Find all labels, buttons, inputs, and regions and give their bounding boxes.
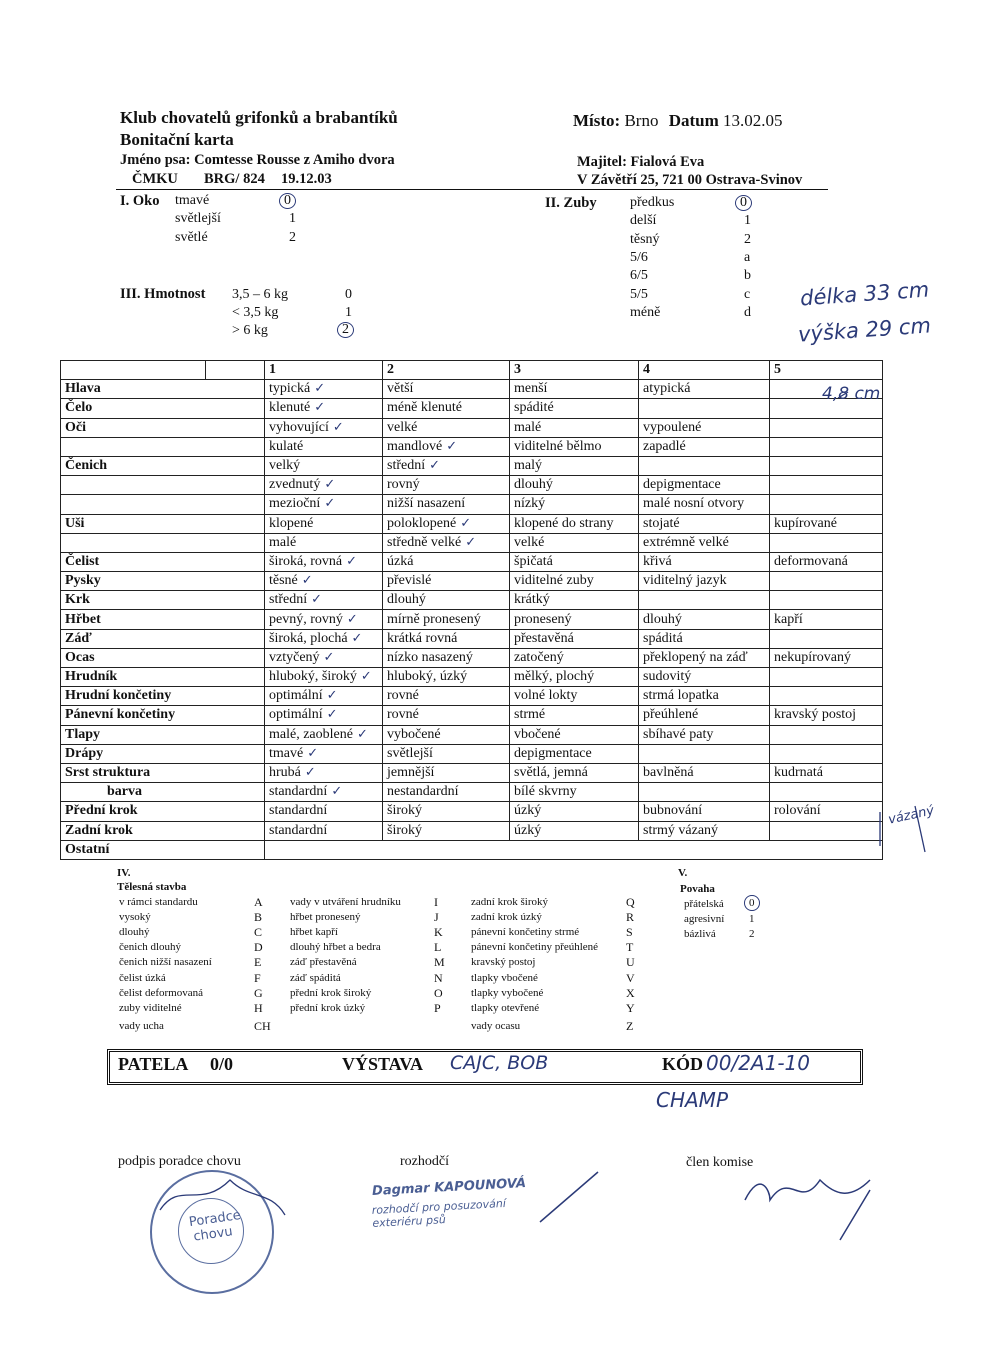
row-label: Drápy bbox=[61, 744, 265, 763]
teeth-title: II. Zuby bbox=[545, 195, 597, 211]
cell-text: vypoulené bbox=[643, 419, 702, 435]
defect-label: pánevní končetiny přeúhlené bbox=[471, 941, 599, 954]
club-stamp-text: Poradce chovu bbox=[188, 1207, 242, 1245]
signature-label-breeding-advisor: podpis poradce chovu bbox=[118, 1154, 241, 1169]
check-mark: ✓ bbox=[314, 400, 326, 416]
cell-text: deformovaná bbox=[774, 553, 848, 569]
handwritten-length: délka 33 cm bbox=[799, 277, 930, 311]
cell-text: světlá, jemná bbox=[514, 765, 588, 781]
cell-text: extrémně velké bbox=[643, 534, 729, 550]
defect-code: X bbox=[626, 985, 635, 1000]
temperament-value: 1 bbox=[749, 913, 755, 925]
defect-label: zadní krok úzký bbox=[471, 911, 542, 924]
defect-label: čelist úzká bbox=[119, 971, 166, 984]
row-label: Tlapy bbox=[61, 725, 265, 744]
defect-label: tlapky vbočené bbox=[471, 971, 538, 984]
cell-text: špičatá bbox=[514, 553, 553, 569]
signature-label-committee: člen komise bbox=[686, 1155, 754, 1170]
cell-text: rovné bbox=[387, 707, 419, 723]
row-label: Hrudník bbox=[61, 668, 265, 687]
cell-text: standardní bbox=[269, 803, 328, 819]
row-label: Čenich bbox=[61, 456, 265, 475]
defect-code: E bbox=[254, 955, 262, 970]
check-mark: ✓ bbox=[351, 630, 363, 646]
defect-label: vady ucha bbox=[119, 1019, 164, 1032]
temperament-label: přátelská bbox=[684, 898, 724, 910]
cell-text: sudovitý bbox=[643, 669, 692, 685]
defect-label: dlouhý hřbet a bedra bbox=[290, 941, 381, 954]
cell-text: úzká bbox=[387, 553, 414, 569]
cell-text: klopené bbox=[269, 515, 314, 531]
cell-text: nekupírovaný bbox=[774, 649, 851, 665]
eye-option-label: světlé bbox=[175, 230, 208, 245]
row-label: Krk bbox=[61, 591, 265, 610]
cell-text: malý bbox=[514, 458, 542, 474]
cell-text: vztyčený bbox=[269, 649, 320, 665]
code-extra: CHAMP bbox=[656, 1088, 729, 1112]
check-mark: ✓ bbox=[465, 534, 477, 550]
defect-code: J bbox=[434, 910, 439, 925]
exhibition-label: VÝSTAVA bbox=[342, 1054, 424, 1074]
column-number: 4 bbox=[639, 361, 770, 380]
defect-label: pánevní končetiny strmé bbox=[471, 926, 580, 939]
cell-text: středně velké bbox=[387, 534, 462, 550]
cell-text: zatočený bbox=[514, 649, 564, 665]
defect-label: záď přestavěná bbox=[290, 956, 357, 969]
weight-option-label: > 6 kg bbox=[232, 323, 268, 338]
row-label: Hřbet bbox=[61, 610, 265, 629]
cell-text: krátký bbox=[514, 592, 550, 608]
cell-text: mandlové bbox=[387, 438, 443, 454]
defect-code: A bbox=[254, 895, 263, 909]
cell-text: kudrnatá bbox=[774, 765, 823, 781]
cell-text: optimální bbox=[269, 707, 323, 723]
cell-text: zvednutý bbox=[269, 477, 321, 493]
cell-text: úzký bbox=[514, 822, 542, 838]
cell-text: přestavěná bbox=[514, 630, 574, 646]
cell-text: rolování bbox=[774, 803, 821, 819]
cell-text: velké bbox=[387, 419, 418, 435]
check-mark: ✓ bbox=[323, 649, 335, 665]
check-mark: ✓ bbox=[346, 553, 357, 569]
section4-subtitle: Tělesná stavba bbox=[117, 881, 187, 893]
row-label: Pysky bbox=[61, 572, 265, 591]
defect-label: čenich dlouhý bbox=[119, 941, 182, 954]
cell-text: vyhovující bbox=[269, 419, 329, 435]
cell-text: strmý vázaný bbox=[643, 822, 719, 838]
eye-option-label: světlejší bbox=[175, 211, 221, 226]
cell-text: velké bbox=[514, 534, 545, 550]
cell-text: kapří bbox=[774, 611, 803, 627]
check-mark: ✓ bbox=[324, 496, 336, 512]
handwritten-head-note: 4,8 cm bbox=[822, 384, 881, 404]
cell-text: malé bbox=[269, 534, 297, 550]
code-label: KÓD bbox=[662, 1054, 704, 1074]
cell-text: mezioční bbox=[269, 496, 321, 512]
defect-code: C bbox=[254, 925, 263, 940]
defect-label: tlapky vybočené bbox=[471, 986, 544, 999]
head-note-stroke bbox=[838, 392, 848, 398]
cell-text: standardní bbox=[269, 822, 328, 838]
temperament-label: bázlivá bbox=[684, 928, 716, 940]
row-label: Přední krok bbox=[61, 802, 265, 821]
card-title: Bonitační karta bbox=[120, 130, 234, 149]
gait-note-bracket bbox=[880, 806, 925, 852]
cell-text: velký bbox=[269, 458, 301, 474]
circled-value: 0 bbox=[735, 195, 752, 211]
cell-text: pronesený bbox=[514, 611, 572, 627]
patella-value: 0/0 bbox=[210, 1054, 234, 1074]
cell-text: bavlněná bbox=[643, 765, 694, 781]
cell-text: dlouhý bbox=[643, 611, 682, 627]
judge-stamp-role: rozhodčí pro posuzování exteriéru psů bbox=[371, 1196, 507, 1230]
teeth-option-value: d bbox=[744, 304, 751, 320]
defect-code: G bbox=[254, 985, 263, 1000]
cell-text: strmá lopatka bbox=[643, 688, 719, 704]
cell-text: tmavé bbox=[269, 745, 304, 761]
cell-text: klopené do strany bbox=[514, 515, 614, 531]
row-label: barva bbox=[61, 783, 265, 802]
teeth-option-value: 2 bbox=[744, 231, 751, 247]
teeth-option-value: a bbox=[744, 249, 751, 265]
cell-text: spáditá bbox=[643, 630, 683, 646]
cell-text: optimální bbox=[269, 688, 323, 704]
cell-text: přeúhlené bbox=[643, 707, 699, 723]
cell-text: rovné bbox=[387, 688, 419, 704]
column-number: 3 bbox=[510, 361, 639, 380]
eye-option-label: tmavé bbox=[175, 193, 210, 208]
defect-code: T bbox=[626, 940, 634, 955]
cell-text: úzký bbox=[514, 803, 542, 819]
row-label: Hlava bbox=[61, 380, 265, 399]
teeth-option-value: b bbox=[744, 268, 751, 284]
eye-title: I. Oko bbox=[120, 193, 160, 209]
check-mark: ✓ bbox=[326, 707, 338, 723]
defect-code: O bbox=[434, 985, 443, 1000]
cell-text: rovný bbox=[387, 477, 420, 493]
column-number: 1 bbox=[265, 361, 383, 380]
cell-text: široký bbox=[387, 803, 422, 819]
defect-label: čenich nižší nasazení bbox=[119, 956, 212, 969]
cell-text: nízko nasazený bbox=[387, 649, 473, 665]
defect-code: I bbox=[434, 895, 438, 909]
cell-text: široká, rovná bbox=[269, 553, 343, 569]
weight-title: III. Hmotnost bbox=[120, 286, 206, 302]
defect-code: K bbox=[434, 925, 443, 940]
cell-text: dlouhý bbox=[514, 477, 553, 493]
defect-code: N bbox=[434, 970, 443, 985]
check-mark: ✓ bbox=[324, 477, 336, 493]
cell-text: překlopený na záď bbox=[643, 649, 748, 665]
defect-label: přední krok úzký bbox=[290, 1001, 366, 1014]
cell-text: široký bbox=[387, 822, 422, 838]
cell-text: atypická bbox=[643, 381, 691, 397]
teeth-option-label: delší bbox=[630, 213, 657, 229]
cell-text: klenuté bbox=[269, 400, 311, 416]
check-mark: ✓ bbox=[360, 669, 372, 685]
cell-text: zapadlé bbox=[643, 438, 686, 454]
code-value: 00/2A1-10 bbox=[706, 1051, 810, 1075]
eye-option-value: 1 bbox=[289, 211, 296, 226]
cell-text: dlouhý bbox=[387, 592, 426, 608]
cell-text: nestandardní bbox=[387, 784, 459, 800]
check-mark: ✓ bbox=[314, 381, 326, 397]
date-value: 13.02.05 bbox=[723, 111, 783, 130]
teeth-option-label: těsný bbox=[630, 231, 660, 247]
cell-text: kravský postoj bbox=[774, 707, 857, 723]
cell-text: kupírované bbox=[774, 515, 837, 531]
cell-text: bílé skvrny bbox=[514, 784, 577, 800]
weight-option-label: 3,5 – 6 kg bbox=[232, 287, 288, 302]
teeth-option-value: c bbox=[744, 286, 751, 302]
section5-subtitle: Povaha bbox=[680, 883, 715, 895]
cell-text: mírně pronesený bbox=[387, 611, 481, 627]
weight-option-value: 1 bbox=[345, 305, 352, 320]
cell-text: depigmentace bbox=[514, 745, 592, 761]
defect-label: vady v utváření hrudníku bbox=[290, 896, 401, 908]
check-mark: ✓ bbox=[311, 592, 323, 608]
defect-code: S bbox=[626, 925, 633, 940]
check-mark: ✓ bbox=[429, 458, 441, 474]
circled-value: 2 bbox=[337, 322, 354, 338]
defect-label: tlapky otevřené bbox=[471, 1001, 540, 1014]
cell-text: viditelné bělmo bbox=[514, 438, 602, 454]
defect-label: záď spáditá bbox=[290, 971, 341, 984]
defect-code: P bbox=[434, 1000, 441, 1015]
advisor-signature-stroke bbox=[160, 1180, 285, 1215]
defect-code: B bbox=[254, 910, 263, 925]
cell-text: vbočené bbox=[514, 726, 561, 742]
signature-label-judge: rozhodčí bbox=[400, 1154, 449, 1169]
cmku-label: ČMKU bbox=[132, 171, 178, 187]
cell-text: hluboký, široký bbox=[269, 669, 357, 685]
defect-label: hřbet pronesený bbox=[290, 911, 361, 924]
row-label: Oči bbox=[61, 418, 265, 437]
cell-text: křivá bbox=[643, 553, 672, 569]
defect-label: zadní krok široký bbox=[471, 896, 548, 908]
exhibition-value: CAJC, BOB bbox=[450, 1052, 549, 1074]
club-name: Klub chovatelů grifonků a brabantíků bbox=[120, 108, 398, 127]
weight-option-value: 0 bbox=[345, 287, 352, 302]
cell-text: převislé bbox=[387, 573, 432, 589]
birth-date: 19.12.03 bbox=[281, 171, 332, 187]
row-label: Pánevní končetiny bbox=[61, 706, 265, 725]
check-mark: ✓ bbox=[332, 419, 344, 435]
committee-signature-stroke bbox=[745, 1180, 870, 1240]
defect-label: čelist deformovaná bbox=[119, 986, 203, 999]
circled-value: 0 bbox=[744, 895, 760, 911]
defect-label: v rámci standardu bbox=[119, 896, 198, 908]
cell-text: volné lokty bbox=[514, 688, 578, 704]
section4-title: IV. bbox=[117, 867, 131, 879]
cell-text: střední bbox=[387, 458, 426, 474]
row-label: Srst struktura bbox=[61, 763, 265, 782]
defect-label: kravský postoj bbox=[471, 956, 536, 969]
teeth-option-label: předkus bbox=[630, 195, 675, 210]
cell-text: poloklopené bbox=[387, 515, 457, 531]
cell-text: malé, zaoblené bbox=[269, 726, 353, 742]
cell-text: nízký bbox=[514, 496, 546, 512]
cell-text: typická bbox=[269, 381, 311, 397]
place-value: Brno bbox=[624, 111, 659, 130]
cell-text: světlejší bbox=[387, 745, 433, 761]
defect-code: L bbox=[434, 940, 442, 955]
row-label: Hrudní končetiny bbox=[61, 687, 265, 706]
cell-text: stojaté bbox=[643, 515, 680, 531]
defect-code: CH bbox=[254, 1018, 271, 1033]
teeth-option-label: 5/6 bbox=[630, 249, 648, 265]
cell-text: malé bbox=[514, 419, 542, 435]
handwritten-height: výška 29 cm bbox=[797, 313, 932, 347]
check-mark: ✓ bbox=[446, 438, 458, 454]
check-mark: ✓ bbox=[460, 515, 472, 531]
teeth-option-value: 1 bbox=[744, 213, 751, 229]
cell-text: depigmentace bbox=[643, 477, 721, 493]
cell-text: malé nosní otvory bbox=[643, 496, 745, 512]
cell-text: strmé bbox=[514, 707, 546, 723]
defect-label: hřbet kapří bbox=[290, 926, 338, 939]
defect-code: M bbox=[434, 955, 445, 970]
teeth-option-label: 5/5 bbox=[630, 286, 648, 302]
place-label: Místo: bbox=[573, 111, 621, 130]
cell-text: hrubá bbox=[269, 765, 301, 781]
eye-option-value: 2 bbox=[289, 230, 296, 245]
cmku-number: BRG/ 824 bbox=[204, 171, 265, 187]
cell-text: sbíhavé paty bbox=[643, 726, 714, 742]
defect-code: D bbox=[254, 940, 263, 955]
column-number: 5 bbox=[770, 361, 883, 380]
section5-title: V. bbox=[678, 867, 688, 879]
defect-code: R bbox=[626, 910, 635, 925]
judge-signature-stroke bbox=[540, 1172, 598, 1222]
check-mark: ✓ bbox=[304, 765, 316, 781]
defect-code: Q bbox=[626, 895, 635, 909]
defect-code: F bbox=[254, 970, 261, 985]
judge-stamp-name: Dagmar KAPOUNOVÁ bbox=[371, 1175, 527, 1200]
cell-text: těsné bbox=[269, 573, 298, 589]
row-label: Zadní krok bbox=[61, 821, 265, 840]
cell-text: viditelný jazyk bbox=[643, 573, 727, 589]
defect-label: vysoký bbox=[119, 911, 151, 924]
defect-code: Y bbox=[626, 1000, 635, 1015]
defect-label: přední krok široký bbox=[290, 986, 372, 999]
dog-name: Jméno psa: Comtesse Rousse z Amiho dvora bbox=[120, 152, 395, 168]
cell-text: hluboký, úzký bbox=[387, 669, 468, 685]
row-label: Ocas bbox=[61, 648, 265, 667]
teeth-option-label: méně bbox=[630, 304, 661, 320]
circled-value: 0 bbox=[279, 193, 296, 209]
row-label: Čelo bbox=[61, 399, 265, 418]
row-label: Uši bbox=[61, 514, 265, 533]
row-label: Záď bbox=[61, 629, 265, 648]
temperament-label: agresivní bbox=[684, 913, 725, 925]
cell-text: pevný, rovný bbox=[269, 611, 343, 627]
defect-code: Z bbox=[626, 1018, 634, 1033]
patella-label: PATELA bbox=[118, 1054, 189, 1074]
check-mark: ✓ bbox=[331, 784, 343, 800]
cell-text: méně klenuté bbox=[387, 400, 463, 416]
cell-text: široká, plochá bbox=[269, 630, 348, 646]
row-label: Čelist bbox=[61, 552, 265, 571]
cell-text: standardní bbox=[269, 784, 328, 800]
row-label: Ostatní bbox=[61, 840, 265, 859]
handwritten-gait-note: vázaný bbox=[886, 803, 936, 828]
temperament-value: 2 bbox=[749, 928, 755, 940]
cell-text: jemnější bbox=[387, 765, 435, 781]
date-label: Datum bbox=[668, 111, 719, 130]
teeth-option-label: 6/5 bbox=[630, 268, 648, 284]
weight-option-label: < 3,5 kg bbox=[232, 305, 279, 320]
cell-text: kulaté bbox=[269, 438, 304, 454]
defect-label: vady ocasu bbox=[471, 1019, 521, 1032]
cell-text: bubnování bbox=[643, 803, 703, 819]
owner: Majitel: Fialová Eva bbox=[577, 154, 705, 170]
defect-code: V bbox=[626, 970, 635, 985]
check-mark: ✓ bbox=[301, 573, 313, 589]
cell-text: krátká rovná bbox=[387, 630, 458, 646]
cell-text: vybočené bbox=[387, 726, 441, 742]
cell-text: mělký, plochý bbox=[514, 669, 595, 685]
defect-label: dlouhý bbox=[119, 926, 150, 939]
defect-code: H bbox=[254, 1000, 263, 1015]
check-mark: ✓ bbox=[346, 611, 358, 627]
owner-address: V Závětří 25, 721 00 Ostrava-Svinov bbox=[577, 172, 803, 188]
check-mark: ✓ bbox=[307, 745, 319, 761]
column-number: 2 bbox=[383, 361, 510, 380]
cell-text: nižší nasazení bbox=[387, 496, 466, 512]
cell-text: spádité bbox=[514, 400, 554, 416]
check-mark: ✓ bbox=[326, 688, 338, 704]
defect-code: U bbox=[626, 955, 635, 970]
cell-text: viditelné zuby bbox=[514, 573, 594, 589]
cell-text: větší bbox=[387, 381, 414, 397]
defect-label: zuby viditelné bbox=[119, 1001, 182, 1014]
cell-text: menší bbox=[514, 381, 548, 397]
cell-text: střední bbox=[269, 592, 308, 608]
check-mark: ✓ bbox=[356, 726, 368, 742]
